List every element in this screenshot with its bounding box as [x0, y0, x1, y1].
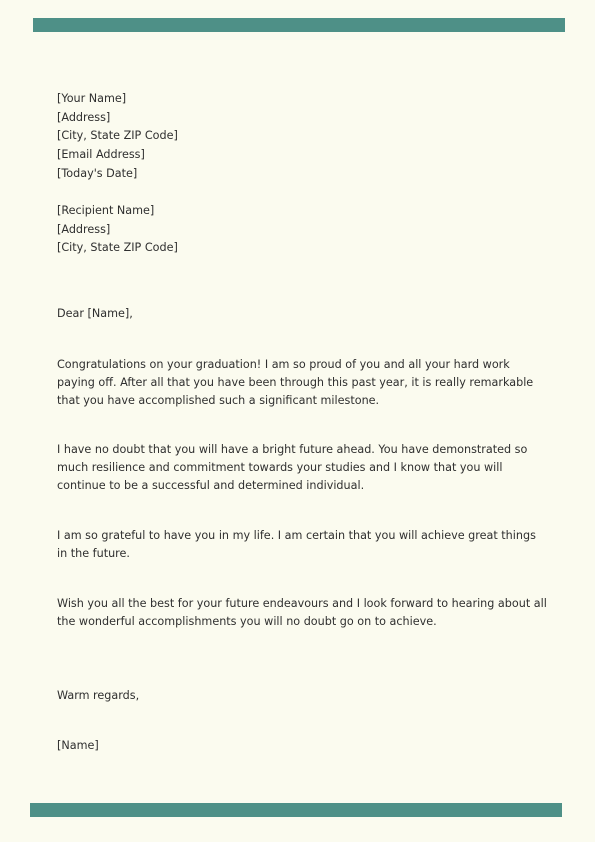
salutation-text: Dear [Name], — [57, 307, 133, 320]
sender-city: [City, State ZIP Code] — [57, 129, 178, 143]
recipient-block — [57, 202, 547, 258]
top-accent-bar — [33, 18, 565, 32]
recipient-name: [Recipient Name] — [57, 204, 155, 217]
sender-address: [Address] — [57, 110, 111, 124]
body-paragraph-2: I have no doubt that you will have a bright future ahead. You have demonstrated so much resilience and commitment towards your studies and I know that you will continue to be a successful and determined individual. — [57, 443, 528, 493]
sender-email: [Email Address] — [57, 148, 145, 162]
body-paragraph-3: I am so grateful to have you in my life. I am certain that you will achieve great things in the future. — [57, 529, 536, 561]
letter-date: [Today's Date] — [57, 166, 138, 180]
body-paragraph-4: Wish you all the best for your future endeavours and I look forward to hearing about all the wonderful accomplishments you will no doubt go on to achieve. — [57, 597, 547, 629]
signature-name: [Name] — [57, 739, 99, 752]
salutation — [57, 305, 547, 324]
closing — [57, 687, 547, 706]
signature — [57, 737, 547, 756]
body-paragraph-1: Congratulations on your graduation! I am so proud of you and all your hard work paying off. After all that you have been through this past year, it is really remarkable that you have accomplished such a significant milestone. — [57, 358, 534, 408]
sender-block — [57, 90, 547, 183]
recipient-address: [Address] — [57, 222, 111, 236]
sender-name: [Your Name] — [57, 92, 127, 105]
bottom-accent-bar — [30, 803, 562, 817]
closing-text: Warm regards, — [57, 689, 140, 702]
recipient-city: [City, State ZIP Code] — [57, 241, 178, 255]
